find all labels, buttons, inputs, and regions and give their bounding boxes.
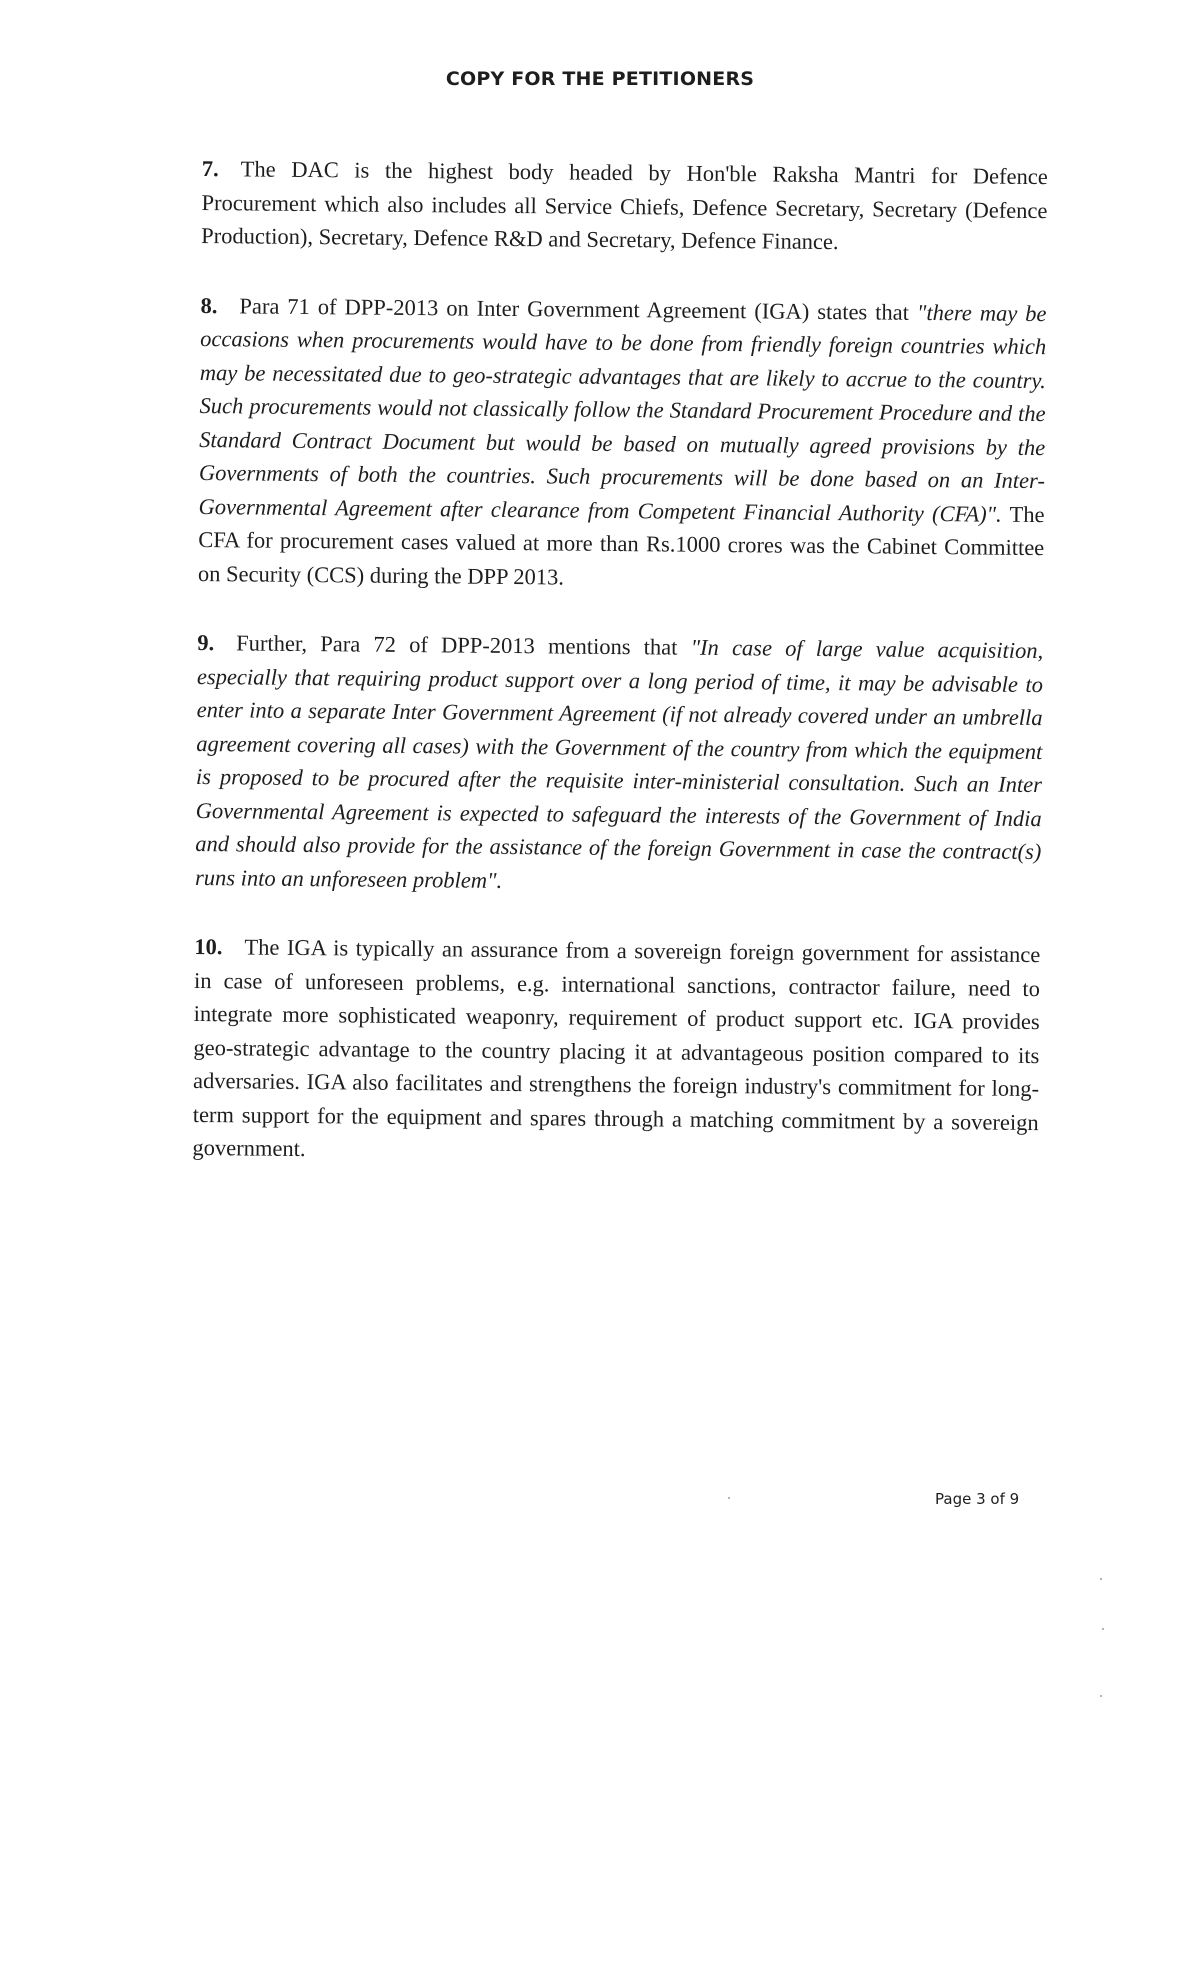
- paragraph-number: 7.: [201, 155, 219, 182]
- scan-speck: [728, 1497, 730, 1499]
- scan-speck: [1102, 1628, 1104, 1630]
- quoted-text: "In case of large value acquisition, especially that requiring product support over a long period of time, it may be advisable to enter into a separate Inter Government Agreement (if not already covered under an umbrella agreement covering all cases) with the Government of the country from which the equipment is proposed to be procured after the requisite inter-ministerial consultation. Such an Inter Governmental Agreement is expected to safeguard the interests of the Government of India and should also provide for the assistance of the foreign Government in case the contract(s) runs into an unforeseen problem".: [194, 634, 1044, 893]
- quoted-text: "there may be occasions when procurements would have to be done from friendly foreign countries which may be necessitated due to geo-strategic advantages that are likely to accrue to the country. Such procurements would not classically follow the Standard Procurement Procedure and the Standard Contract Document but would be based on mutually agreed provisions by the Governments of both the countries. Such procurements will be done based on an Inter-Governmental Agreement after clearance from Competent Financial Authority (CFA)".: [198, 299, 1047, 527]
- paragraph-number: 10.: [194, 933, 223, 960]
- paragraph-10: [192, 930, 1040, 1173]
- paragraph-text: Further, Para 72 of DPP-2013 mentions that: [236, 630, 691, 660]
- paragraph-text: The CFA for procurement cases valued at more than Rs.1000 crores was the Cabinet Committee on Security (CCS) during the DPP 2013.: [197, 501, 1045, 589]
- paragraph-number: 8.: [200, 292, 218, 318]
- page-number: Page 3 of 9: [935, 1490, 1020, 1508]
- paragraph-text: The IGA is typically an assurance from a sovereign foreign government for assistance in case of unforeseen problems, e.g. international sanctions, contractor failure, need to integrate more sophisticated weaponry, requirement of product support etc. IGA provides geo-strategic advantage to the country placing it at advantageous position compared to its adversaries. IGA also facilitates and strengthens the foreign industry's commitment for long-term support for the equipment and spares through a matching commitment by a sovereign government.: [192, 934, 1041, 1162]
- paragraph-text: Para 71 of DPP-2013 on Inter Government Agreement (IGA) states that: [239, 292, 918, 325]
- paragraph-text: The DAC is the highest body headed by Hon'ble Raksha Mantri for Defence Procurement which also includes all Service Chiefs, Defence Secretary, Secretary (Defence Production), Secretary, Defence R&D and Secretary, Defence Finance.: [201, 156, 1048, 255]
- paragraph-8: [198, 288, 1047, 598]
- scan-speck: [1100, 1695, 1102, 1697]
- document-header: COPY FOR THE PETITIONERS: [445, 68, 755, 90]
- scan-speck: [1100, 1578, 1102, 1580]
- paragraph-number: 9.: [197, 629, 215, 656]
- paragraph-9: [195, 626, 1044, 902]
- paragraph-7: [201, 152, 1048, 261]
- document-body: [192, 152, 1048, 1209]
